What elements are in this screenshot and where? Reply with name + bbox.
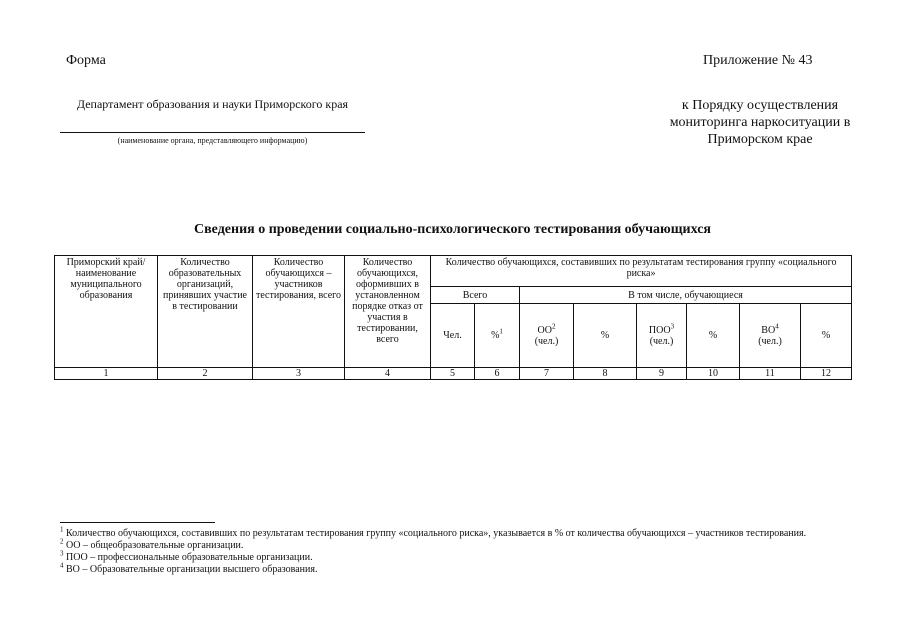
- header-poo-percent: %: [687, 304, 740, 368]
- header-people: Чел.: [431, 304, 475, 368]
- header-risk-group: Количество обучающихся, составивших по результатам тестирования группу «социального риска»: [431, 256, 852, 287]
- footnote-ref-4: 4: [775, 322, 779, 331]
- header-vo: $ВО^4$ (чел.): [740, 304, 801, 368]
- header-oo-percent: %: [574, 304, 637, 368]
- column-number: 11: [740, 368, 801, 380]
- column-number: 1: [55, 368, 158, 380]
- header-col-region: Приморский край/наименование муниципального образования: [55, 256, 158, 368]
- testing-form-table: [54, 255, 852, 380]
- column-number: 4: [345, 368, 431, 380]
- department-caption: (наименование органа, представляющего информацию): [117, 136, 308, 145]
- header-percent-total: %$^1$: [475, 304, 520, 368]
- header-col-refusals: Количество обучающихся, оформивших в установленном порядке отказ от участия в тестировании, всего: [345, 256, 431, 368]
- header-total: Всего: [431, 287, 520, 304]
- footnotes: [60, 525, 850, 576]
- column-number: 3: [253, 368, 345, 380]
- column-number: 9: [637, 368, 687, 380]
- footnote-separator: [60, 522, 215, 523]
- column-number: 6: [475, 368, 520, 380]
- header-including: В том числе, обучающиеся: [520, 287, 852, 304]
- header-poo: ПОО$^3$ (чел.): [637, 304, 687, 368]
- footnote-ref-1: 1: [499, 327, 503, 336]
- form-label: Форма: [66, 53, 106, 68]
- header-vo-percent: %: [801, 304, 852, 368]
- footnote-1: $^1$ Количество обучающихся, составивших по результатам тестирования группу «социального риска», указывается в % от количества обучающихся – участников тестирования.: [60, 525, 807, 539]
- header-oo: $ОО^2$ (чел.): [520, 304, 574, 368]
- footnote-ref-2: 2: [551, 322, 556, 331]
- footnote-2: $^2$ ОО – общеобразовательные организации.: [60, 537, 244, 551]
- header-col-organizations: Количество образовательных организаций, принявших участие в тестировании: [158, 256, 253, 368]
- column-number: 12: [801, 368, 852, 380]
- column-number: 2: [158, 368, 253, 380]
- appendix-number: Приложение № 43: [703, 53, 813, 68]
- department-name: Департамент образования и науки Приморского края: [76, 97, 349, 111]
- column-number: 5: [431, 368, 475, 380]
- column-number: 10: [687, 368, 740, 380]
- footnote-3: $^3$ ПОО – профессиональные образовательные организации.: [60, 549, 313, 563]
- column-number: 7: [520, 368, 574, 380]
- header-col-participants: Количество обучающихся – участников тестирования, всего: [253, 256, 345, 368]
- procedure-reference: к Порядку осуществления мониторинга наркоситуации в Приморском крае: [669, 98, 851, 147]
- column-number: 8: [574, 368, 637, 380]
- department-underline: [60, 132, 365, 133]
- footnote-4: $^4$ ВО – Образовательные организации высшего образования.: [60, 561, 318, 575]
- document-title: Сведения о проведении социально-психологического тестирования обучающихся: [194, 222, 711, 237]
- footnote-ref-3: 3: [670, 322, 675, 331]
